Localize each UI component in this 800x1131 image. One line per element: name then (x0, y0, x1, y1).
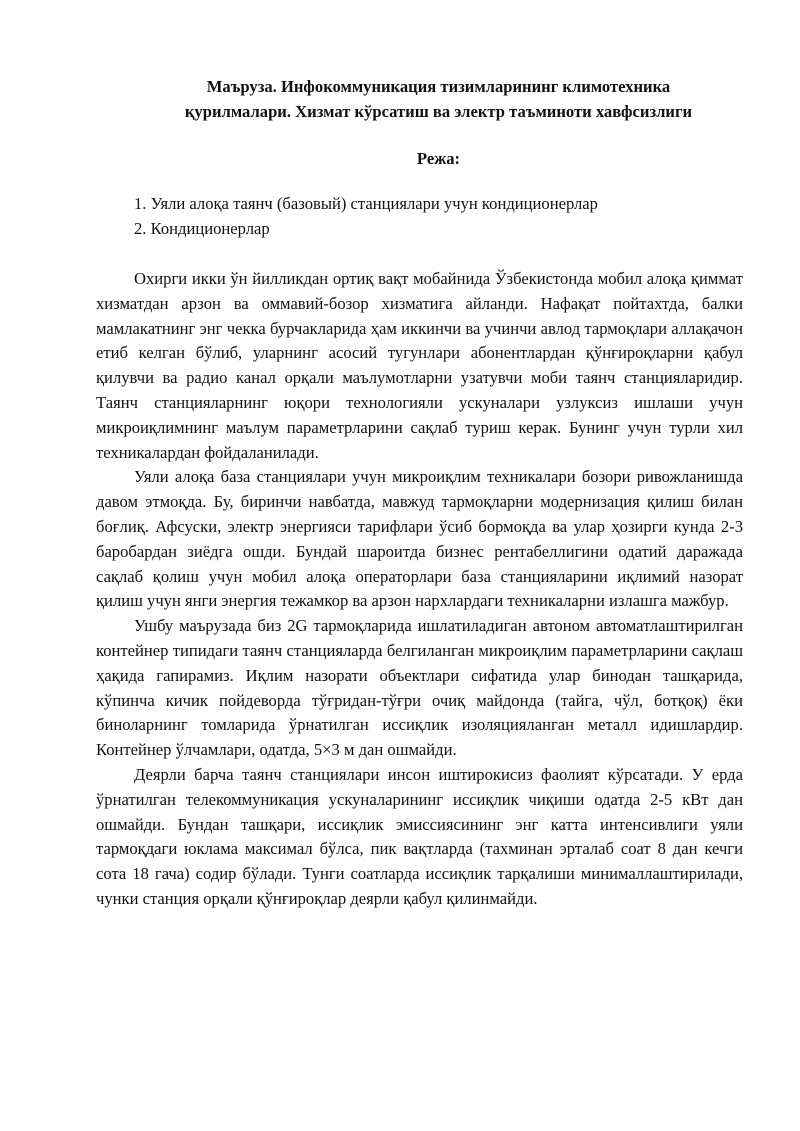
paragraph: Охирги икки ўн йилликдан ортиқ вақт мобайнида Ўзбекистонда мобил алоқа қиммат хизматдан арзон ва оммавий-бозор хизматига айланди. Нафақат пойтахтда, балки мамлакатнинг энг чекка бурчакларида ҳам иккинчи ва учинчи авлод тармоқлари аллақачон етиб келган бўлиб, уларнинг асосий тугунлари абонентлардан қўнғироқларни қабул қилувчи ва радио канал орқали маълумотларни узатувчи моби таянч станцияларидир. Таянч станцияларнинг юқори технологияли ускуналари узлуксиз ишлаши учун микроиқлимнинг маълум параметрларини сақлаб туриш керак. Бунинг учун турли хил техникалардан фойдаланилади. (96, 269, 743, 462)
plan-list (96, 191, 743, 241)
lecture-title (96, 74, 743, 124)
paragraph: Уяли алоқа база станциялари учун микроиқлим техникалари бозори ривожланишда давом этмоқда. Бу, биринчи навбатда, мавжуд тармоқларни модернизация қилиш билан боғлиқ. Афсуски, электр энергияси тарифлари ўсиб бормоқда ва улар ҳозирги кунда 2-3 баробардан зиёдга ошди. Бундай шароитда бизнес рентабеллигини одатий даражада сақлаб қолиш учун мобил алоқа операторлари база станцияларини иқлимий назорат қилиш учун янги энергия тежамкор ва арзон нархлардаги техникаларни излашга мажбур. (96, 467, 743, 611)
plan-item: 1. Уяли алоқа таянч (базовый) станциялари учун кондиционерлар (134, 194, 598, 213)
paragraph: Ушбу маърузада биз 2G тармоқларида ишлатиладиган автоном автоматлаштирилган контейнер типидаги таянч станцияларда белгиланган микроиқлим параметрларини сақлаш ҳақида гапирамиз. Иқлим назорати объектлари сифатида улар бинодан ташқарида, кўпинча кичик пойдеворда тўғридан-тўғри очиқ майдонда (тайга, чўл, ботқоқ) ёки биноларнинг томларида ўрнатилган иссиқлик изоляцияланган металл идишлардир. Контейнер ўлчамлари, одатда, 5×3 м дан ошмайди. (96, 616, 743, 760)
plan-item: 2. Кондиционерлар (134, 219, 270, 238)
plan-heading: Режа: (416, 149, 461, 168)
paragraph: Деярли барча таянч станциялари инсон иштирокисиз фаолият кўрсатади. У ерда ўрнатилган телекоммуникация ускуналарининг иссиқлик чиқиши одатда 2-5 кВт дан ошмайди. Бундан ташқари, иссиқлик эмиссиясининг энг катта интенсивлиги уяли тармоқдаги юклама максимал бўлса, пик вақтларда (тахминан эрталаб соат 8 дан кечги сота 18 гача) содир бўлади. Тунги соатларда иссиқлик тарқалиши минималлаштирилади, чунки станция орқали қўнғироқлар деярли қабул қилинмайди. (96, 764, 743, 908)
title-line-1: Маъруза. Инфокоммуникация тизимларининг климотехника (206, 77, 671, 96)
title-line-2: қурилмалари. Хизмат кўрсатиш ва электр таъминоти хавфсизлиги (184, 102, 693, 121)
